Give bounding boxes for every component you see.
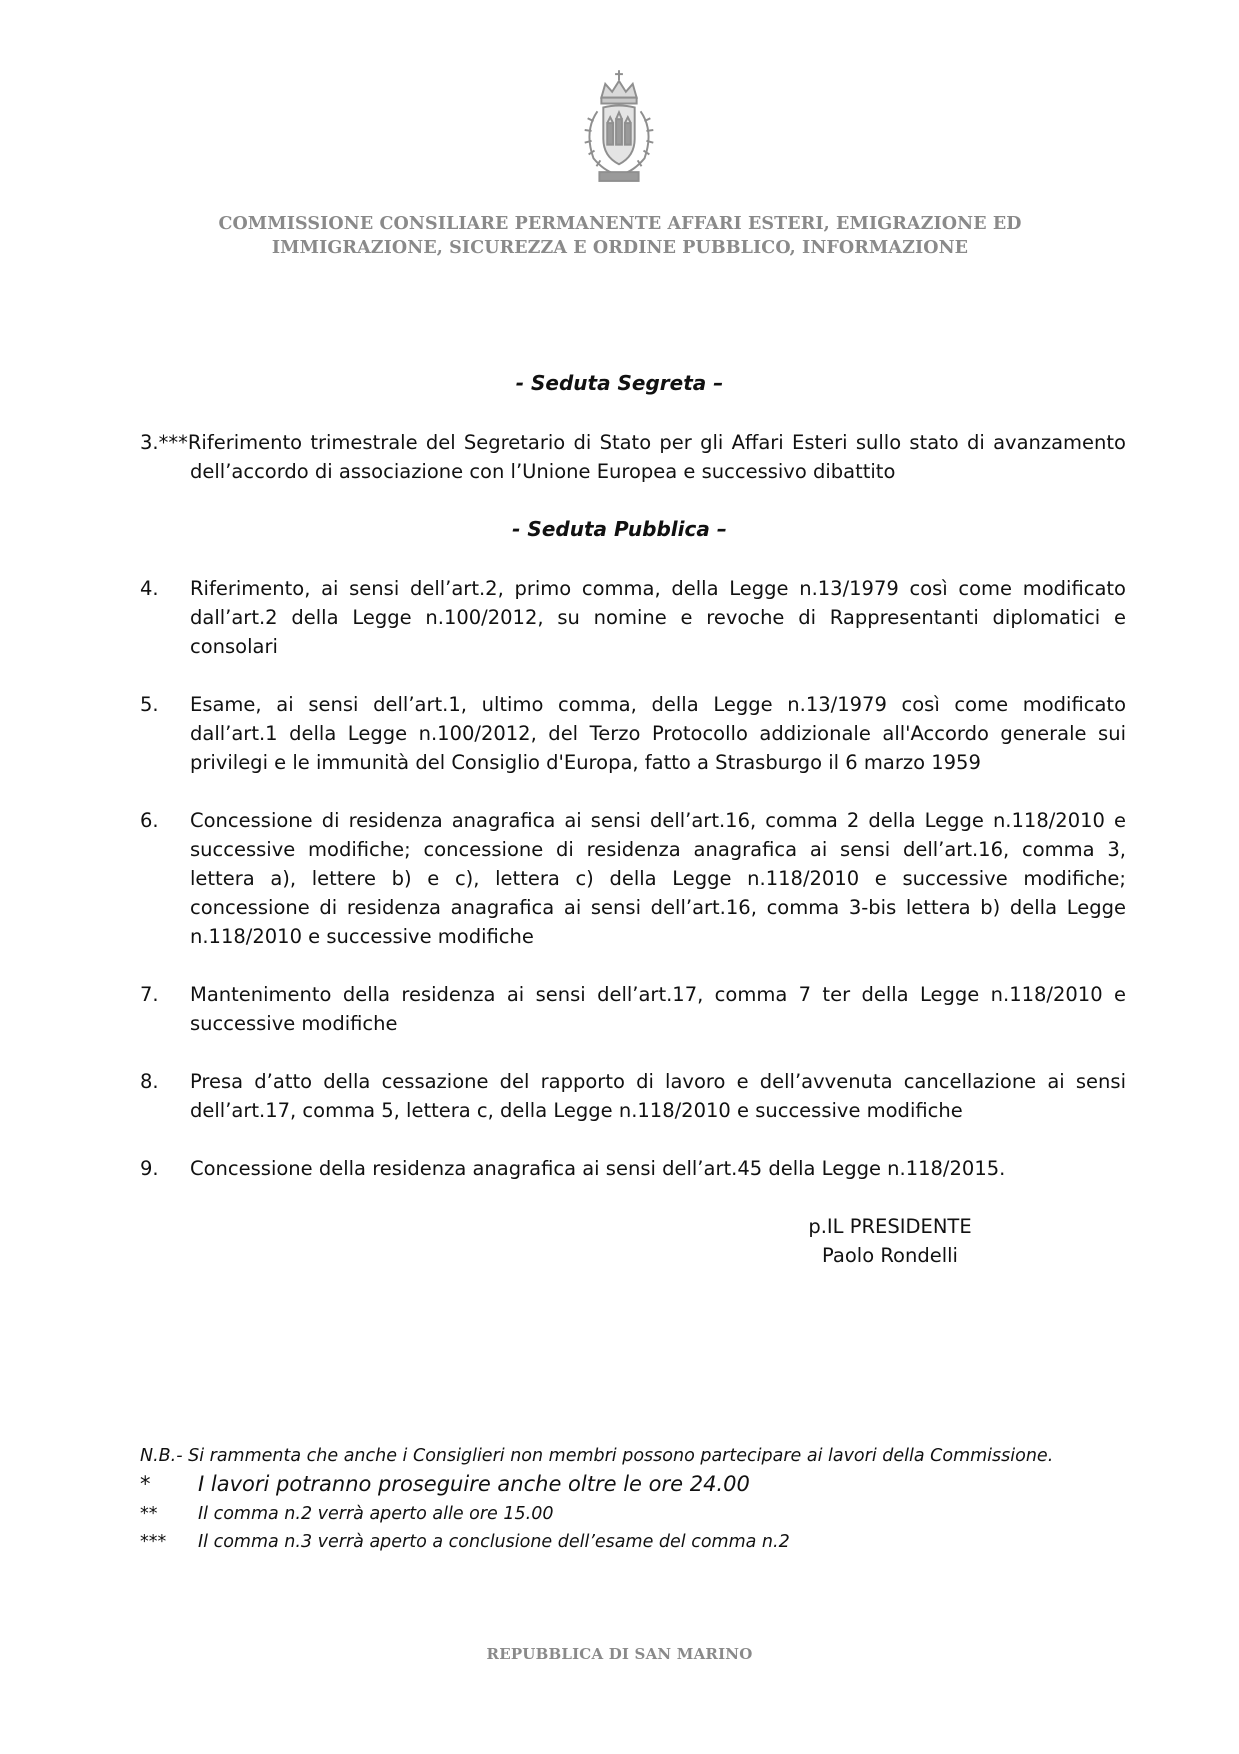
agenda-item-text: Mantenimento della residenza ai sensi dell’art.17, comma 7 ter della Legge n.118/2010 e successive modifiche <box>190 983 1126 1035</box>
footnote-3 <box>140 1530 1130 1554</box>
footnote-text: Il comma n.2 verrà aperto alle ore 15.00 <box>198 1504 554 1524</box>
footnote-text: Il comma n.3 verrà aperto a conclusione dell’esame del comma n.2 <box>198 1532 790 1552</box>
footer-republic-name: REPUBBLICA DI SAN MARINO <box>486 1645 753 1663</box>
agenda-item-number: 5. <box>140 693 159 716</box>
footnote-1 <box>140 1470 1130 1498</box>
agenda-item-7 <box>140 980 1126 1038</box>
agenda-item-number: 4. <box>140 577 159 600</box>
agenda-item-text: Presa d’atto della cessazione del rapporto di lavoro e dell’avvenuta cancellazione ai sensi dell’art.17, comma 5, lettera c, della Legge n.118/2010 e successive modifiche <box>190 1070 1126 1122</box>
agenda-item-text: Riferimento, ai sensi dell’art.2, primo comma, della Legge n.13/1979 così come modificato dall’art.2 della Legge n.100/2012, su nomine e revoche di Rappresentanti diplomatici e consolari <box>190 577 1126 658</box>
footnote-text: I lavori potranno proseguire anche oltre le ore 24.00 <box>198 1472 750 1496</box>
footnote-mark: ** <box>140 1504 158 1524</box>
agenda-item-body: ***Riferimento trimestrale del Segretario di Stato per gli Affari Esteri sullo stato di avanzamento dell’accordo di associazione con l’Unione Europea e successivo dibattito <box>158 431 1126 483</box>
secret-session-title: - Seduta Segreta – <box>515 371 724 395</box>
signature-block <box>770 1212 1010 1270</box>
commission-header-line1: COMMISSIONE CONSILIARE PERMANENTE AFFARI ESTERI, EMIGRAZIONE ED <box>218 214 1022 234</box>
agenda-item-number: 7. <box>140 983 159 1006</box>
footnote-mark: * <box>140 1472 151 1496</box>
agenda-item-number: 6. <box>140 809 159 832</box>
san-marino-coat-of-arms-icon <box>570 68 668 190</box>
commission-header-line2: IMMIGRAZIONE, SICUREZZA E ORDINE PUBBLICO, INFORMAZIONE <box>271 238 969 258</box>
agenda-item-5 <box>140 690 1126 777</box>
agenda-item-3 <box>140 428 1126 486</box>
signature-role: p.IL PRESIDENTE <box>808 1215 972 1238</box>
agenda-item-text: Esame, ai sensi dell’art.1, ultimo comma, della Legge n.13/1979 così come modificato dall’art.1 della Legge n.100/2012, del Terzo Protocollo addizionale all'Accordo generale sui privilegi e le immunità del Consiglio d'Europa, fatto a Strasburgo il 6 marzo 1959 <box>190 693 1126 774</box>
agenda-item-text <box>140 428 1126 486</box>
agenda-item-4 <box>140 574 1126 661</box>
agenda-item-text: Concessione della residenza anagrafica ai sensi dell’art.45 della Legge n.118/2015. <box>190 1157 1006 1180</box>
public-session-title: - Seduta Pubblica – <box>512 517 727 541</box>
nb-note: N.B.- Si rammenta che anche i Consiglieri non membri possono partecipare ai lavori della Commissione. <box>140 1446 1054 1466</box>
agenda-item-number: 3. <box>140 431 159 454</box>
agenda-item-9 <box>140 1154 1126 1183</box>
commission-header <box>140 212 1100 260</box>
agenda-item-number: 9. <box>140 1157 159 1180</box>
agenda-item-8 <box>140 1067 1126 1125</box>
signature-name: Paolo Rondelli <box>822 1244 958 1267</box>
agenda-item-6 <box>140 806 1126 951</box>
agenda-item-text: Concessione di residenza anagrafica ai sensi dell’art.16, comma 2 della Legge n.118/2010 e successive modifiche; concessione di residenza anagrafica ai sensi dell’art.16, comma 3, lettera a), lettere b) e c), lettera c) della Legge n.118/2010 e successive modifiche; concessione di residenza anagrafica ai sensi dell’art.16, comma 3-bis lettera b) della Legge n.118/2010 e successive modifiche <box>190 809 1126 948</box>
agenda-item-number: 8. <box>140 1070 159 1093</box>
footnote-2 <box>140 1502 1130 1526</box>
footnote-mark: *** <box>140 1532 167 1552</box>
